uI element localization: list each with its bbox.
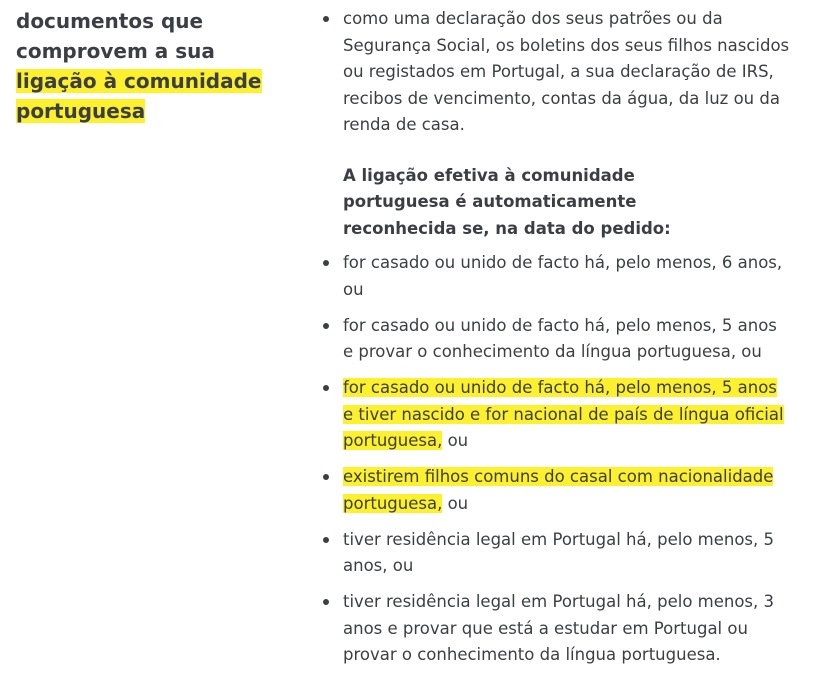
highlighted-text: for casado ou unido de facto há, pelo menos, 5 anos e tiver nascido e for nacional de país de língua oficial portuguesa,	[343, 378, 784, 450]
list-item	[322, 375, 792, 455]
bullet-icon	[323, 537, 329, 543]
list-item	[322, 589, 792, 669]
criteria-intro-paragraph: A ligação efetiva à comunidade portuguesa é automaticamente reconhecida se, na data do pedido:	[343, 165, 671, 238]
heading-highlight-1: ligação à comunidade	[16, 69, 262, 93]
highlighted-text: existirem filhos comuns do casal com nacionalidade portuguesa,	[343, 467, 774, 513]
list-item-text: tiver residência legal em Portugal há, pelo menos, 5 anos, ou	[343, 529, 775, 575]
left-column	[16, 6, 286, 126]
bullet-icon	[323, 16, 329, 22]
bullet-icon	[323, 599, 329, 605]
list-item-text: tiver residência legal em Portugal há, pelo menos, 3 anos e provar que está a estudar em Portugal ou provar o conhecimento da língua portuguesa.	[343, 592, 775, 664]
heading-line-1: documentos que	[16, 9, 204, 33]
section-heading	[16, 6, 286, 126]
heading-highlight-2: portuguesa	[16, 99, 146, 123]
list-item-intro	[322, 6, 792, 139]
heading-line-2: comprovem a sua	[16, 39, 215, 63]
bullet-icon	[323, 474, 329, 480]
bullet-icon	[323, 385, 329, 391]
list-item	[322, 527, 792, 580]
list-item	[322, 250, 792, 303]
intro-list	[322, 6, 792, 139]
list-item-text: for casado ou unido de facto há, pelo menos, 5 anos e provar o conhecimento da língua portuguesa, ou	[343, 315, 777, 361]
bullet-icon	[323, 323, 329, 329]
list-item-tail: ou	[442, 431, 469, 450]
right-column	[322, 6, 792, 678]
list-item	[322, 313, 792, 366]
list-item	[322, 464, 792, 517]
list-item-text: como uma declaração dos seus patrões ou da Segurança Social, os boletins dos seus filhos nascidos ou registados em Portugal, a sua declaração de IRS, recibos de vencimento, contas da água, da luz ou da renda de casa.	[343, 9, 790, 134]
criteria-list	[322, 250, 792, 669]
bullet-icon	[323, 260, 329, 266]
list-item-text: for casado ou unido de facto há, pelo menos, 6 anos, ou	[343, 253, 783, 299]
list-item-tail: ou	[442, 493, 469, 513]
